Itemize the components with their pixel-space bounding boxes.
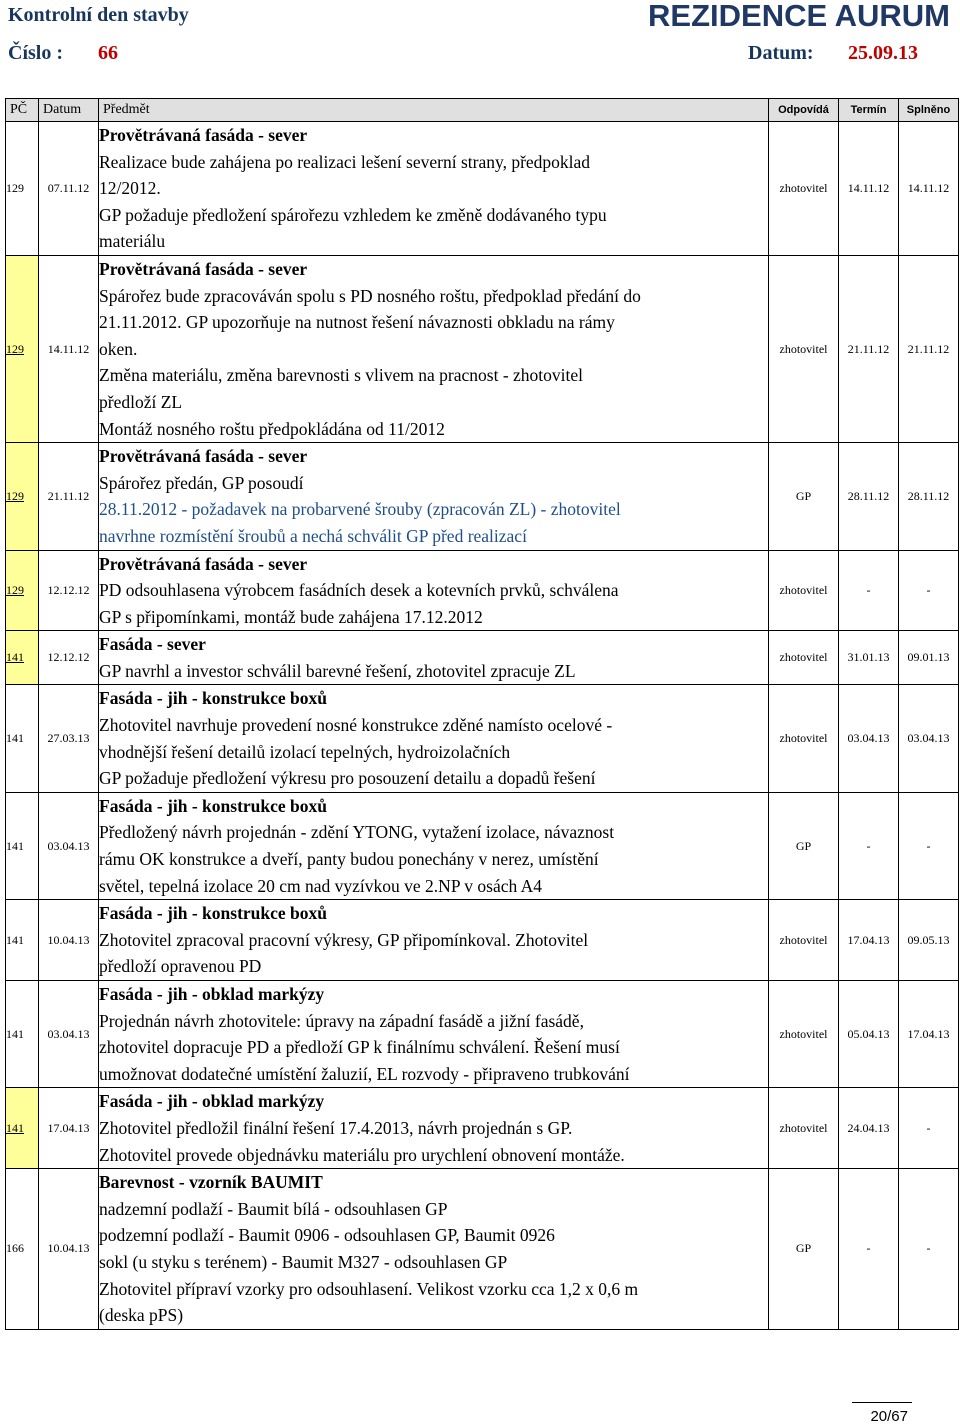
row-responsible: GP [769, 792, 839, 899]
row-responsible: zhotovitel [769, 685, 839, 792]
row-heading: Provětrávaná fasáda - sever [99, 258, 308, 279]
row-done: - [899, 550, 959, 631]
row-done: - [899, 1088, 959, 1169]
row-pc: 141 [6, 981, 39, 1088]
row-text-line: nadzemní podlaží - Baumit bílá - odsouhlasen GP [99, 1198, 448, 1219]
number-value: 66 [98, 42, 118, 64]
row-subject [99, 443, 769, 550]
table-row [6, 981, 959, 1088]
row-deadline: 14.11.12 [839, 122, 899, 256]
table-row [6, 685, 959, 792]
row-responsible: GP [769, 443, 839, 550]
row-responsible: zhotovitel [769, 900, 839, 981]
row-heading: Fasáda - jih - obklad markýzy [99, 1091, 325, 1112]
row-pc: 129 [6, 443, 39, 550]
inspection-log-table [5, 98, 959, 1330]
row-subject [99, 255, 769, 442]
row-date: 12.12.12 [39, 550, 99, 631]
row-pc: 129 [6, 122, 39, 256]
row-done: 03.04.13 [899, 685, 959, 792]
row-heading: Fasáda - jih - konstrukce boxů [99, 795, 328, 816]
row-date: 10.04.13 [39, 1169, 99, 1330]
row-subject [99, 685, 769, 792]
row-text-line: GP navrhl a investor schválil barevné řešení, zhotovitel zpracuje ZL [99, 660, 576, 681]
row-text-line: Předložený návrh projednán - zdění YTONG, vytažení izolace, návaznost [99, 822, 615, 843]
column-header-date: Datum [39, 99, 99, 122]
row-text-line: Spárořez bude zpracováván spolu s PD nosného roštu, předpoklad předání do [99, 285, 641, 306]
row-text-line: Realizace bude zahájena po realizaci lešení severní strany, předpoklad [99, 151, 591, 172]
row-subject [99, 792, 769, 899]
project-name: REZIDENCE AURUM [648, 0, 950, 33]
row-text-line: Zhotovitel zpracoval pracovní výkresy, GP připomínkoval. Zhotovitel [99, 929, 589, 950]
row-text-line: GP požaduje předložení výkresu pro posouzení detailu a dopadů řešení [99, 768, 596, 789]
row-text-line: předloží opravenou PD [99, 956, 262, 977]
table-row [6, 1088, 959, 1169]
row-deadline: 21.11.12 [839, 255, 899, 442]
row-text-line: PD odsouhlasena výrobcem fasádních desek a kotevních prvků, schválena [99, 580, 619, 601]
row-text-line: Spárořez předán, GP posoudí [99, 472, 304, 493]
row-deadline: 17.04.13 [839, 900, 899, 981]
row-subject [99, 981, 769, 1088]
document-title: Kontrolní den stavby [8, 4, 189, 26]
row-responsible: zhotovitel [769, 122, 839, 256]
number-label: Číslo : [8, 42, 63, 64]
table-row [6, 1169, 959, 1330]
row-date: 14.11.12 [39, 255, 99, 442]
page-header [0, 0, 960, 96]
row-subject [99, 1088, 769, 1169]
row-text-line: Projednán návrh zhotovitele: úpravy na západní fasádě a jižní fasádě, [99, 1010, 584, 1031]
row-date: 03.04.13 [39, 792, 99, 899]
row-done: - [899, 792, 959, 899]
row-pc: 129 [6, 255, 39, 442]
row-responsible: zhotovitel [769, 255, 839, 442]
row-done: 21.11.12 [899, 255, 959, 442]
row-heading: Provětrávaná fasáda - sever [99, 553, 308, 574]
row-responsible: zhotovitel [769, 981, 839, 1088]
column-header-deadline: Termín [839, 99, 899, 122]
row-responsible: GP [769, 1169, 839, 1330]
row-text-line: Zhotovitel předložil finální řešení 17.4.2013, návrh projednán s GP. [99, 1117, 573, 1138]
row-text-line: oken. [99, 338, 138, 359]
row-pc: 141 [6, 900, 39, 981]
row-responsible: zhotovitel [769, 550, 839, 631]
row-text-line: 28.11.2012 - požadavek na probarvené šrouby (zpracován ZL) - zhotovitel [99, 499, 621, 520]
row-deadline: - [839, 1169, 899, 1330]
row-heading: Fasáda - sever [99, 634, 206, 655]
row-heading: Fasáda - jih - obklad markýzy [99, 984, 325, 1004]
table-header-row [6, 99, 959, 122]
row-heading: Fasáda - jih - konstrukce boxů [99, 688, 328, 709]
row-date: 03.04.13 [39, 981, 99, 1088]
row-done: - [899, 1169, 959, 1330]
column-header-done: Splněno [899, 99, 959, 122]
row-deadline: 03.04.13 [839, 685, 899, 792]
row-done: 17.04.13 [899, 981, 959, 1088]
row-heading: Provětrávaná fasáda - sever [99, 125, 308, 145]
column-header-pc: PČ [6, 99, 39, 122]
row-deadline: 28.11.12 [839, 443, 899, 550]
row-pc: 141 [6, 631, 39, 685]
row-deadline: 31.01.13 [839, 631, 899, 685]
row-date: 10.04.13 [39, 900, 99, 981]
row-text-line: materiálu [99, 231, 166, 252]
row-responsible: zhotovitel [769, 631, 839, 685]
row-subject [99, 900, 769, 981]
column-header-subject: Předmět [99, 99, 769, 122]
row-text-line: Zhotovitel navrhuje provedení nosné konstrukce zděné namísto ocelové - [99, 715, 613, 736]
row-responsible: zhotovitel [769, 1088, 839, 1169]
row-pc: 166 [6, 1169, 39, 1330]
row-text-line: podzemní podlaží - Baumit 0906 - odsouhlasen GP, Baumit 0926 [99, 1225, 555, 1246]
row-text-line: zhotovitel dopracuje PD a předloží GP k finálnímu schválení. Řešení musí [99, 1037, 620, 1058]
row-text-line: předloží ZL [99, 391, 183, 412]
row-pc: 141 [6, 792, 39, 899]
row-text-line: Zhotovitel provede objednávku materiálu pro urychlení obnovení montáže. [99, 1144, 625, 1165]
row-text-line: světel, tepelná izolace 20 cm nad vyzívkou ve 2.NP v osách A4 [99, 875, 543, 896]
table-row [6, 900, 959, 981]
row-done: 09.05.13 [899, 900, 959, 981]
row-subject [99, 550, 769, 631]
table-row [6, 792, 959, 899]
row-text-line: GP s připomínkami, montáž bude zahájena 17.12.2012 [99, 606, 483, 627]
date-label: Datum: [748, 42, 814, 64]
row-text-line: 12/2012. [99, 178, 161, 199]
row-date: 21.11.12 [39, 443, 99, 550]
page-number: 20/67 [870, 1408, 908, 1425]
row-date: 17.04.13 [39, 1088, 99, 1169]
table-row [6, 122, 959, 256]
table-body [6, 122, 959, 1330]
row-pc: 141 [6, 1088, 39, 1169]
row-heading: Provětrávaná fasáda - sever [99, 446, 308, 467]
table-row [6, 550, 959, 631]
row-text-line: sokl (u styku s terénem) - Baumit M327 - odsouhlasen GP [99, 1251, 508, 1272]
row-text-line: 21.11.2012. GP upozorňuje na nutnost řešení návaznosti obkladu na rámy [99, 312, 615, 333]
row-pc: 129 [6, 550, 39, 631]
date-value: 25.09.13 [848, 42, 918, 64]
row-subject [99, 631, 769, 685]
row-text-line: Zhotovitel přípraví vzorky pro odsouhlasení. Velikost vzorku cca 1,2 x 0,6 m [99, 1278, 639, 1299]
row-text-line: umožnovat dodatečné umístění žaluzií, EL rozvody - připraveno trubkování [99, 1063, 630, 1084]
row-deadline: - [839, 550, 899, 631]
row-heading: Barevnost - vzorník BAUMIT [99, 1172, 323, 1193]
footer-divider [852, 1402, 912, 1403]
row-text-line: GP požaduje předložení spárořezu vzhledem ke změně dodávaného typu [99, 204, 607, 225]
row-text-line: Změna materiálu, změna barevnosti s vlivem na pracnost - zhotovitel [99, 365, 584, 386]
row-heading: Fasáda - jih - konstrukce boxů [99, 903, 328, 924]
row-deadline: 05.04.13 [839, 981, 899, 1088]
row-done: 28.11.12 [899, 443, 959, 550]
table-row [6, 255, 959, 442]
row-deadline: 24.04.13 [839, 1088, 899, 1169]
row-text-line: (deska pPS) [99, 1305, 184, 1326]
row-text-line: navrhne rozmístění šroubů a nechá schválit GP před realizací [99, 525, 527, 546]
column-header-responsible: Odpovídá [769, 99, 839, 122]
row-done: 09.01.13 [899, 631, 959, 685]
row-text-line: rámu OK konstrukce a dveří, panty budou ponechány v nerez, umístění [99, 849, 599, 870]
table-row [6, 631, 959, 685]
row-done: 14.11.12 [899, 122, 959, 256]
row-date: 07.11.12 [39, 122, 99, 256]
row-text-line: vhodnější řešení detailů izolací tepelných, hydroizolačních [99, 741, 511, 762]
row-date: 27.03.13 [39, 685, 99, 792]
table-row [6, 443, 959, 550]
row-date: 12.12.12 [39, 631, 99, 685]
row-text-line: Montáž nosného roštu předpokládána od 11/2012 [99, 418, 445, 439]
row-subject [99, 122, 769, 256]
row-deadline: - [839, 792, 899, 899]
row-subject [99, 1169, 769, 1330]
row-pc: 141 [6, 685, 39, 792]
